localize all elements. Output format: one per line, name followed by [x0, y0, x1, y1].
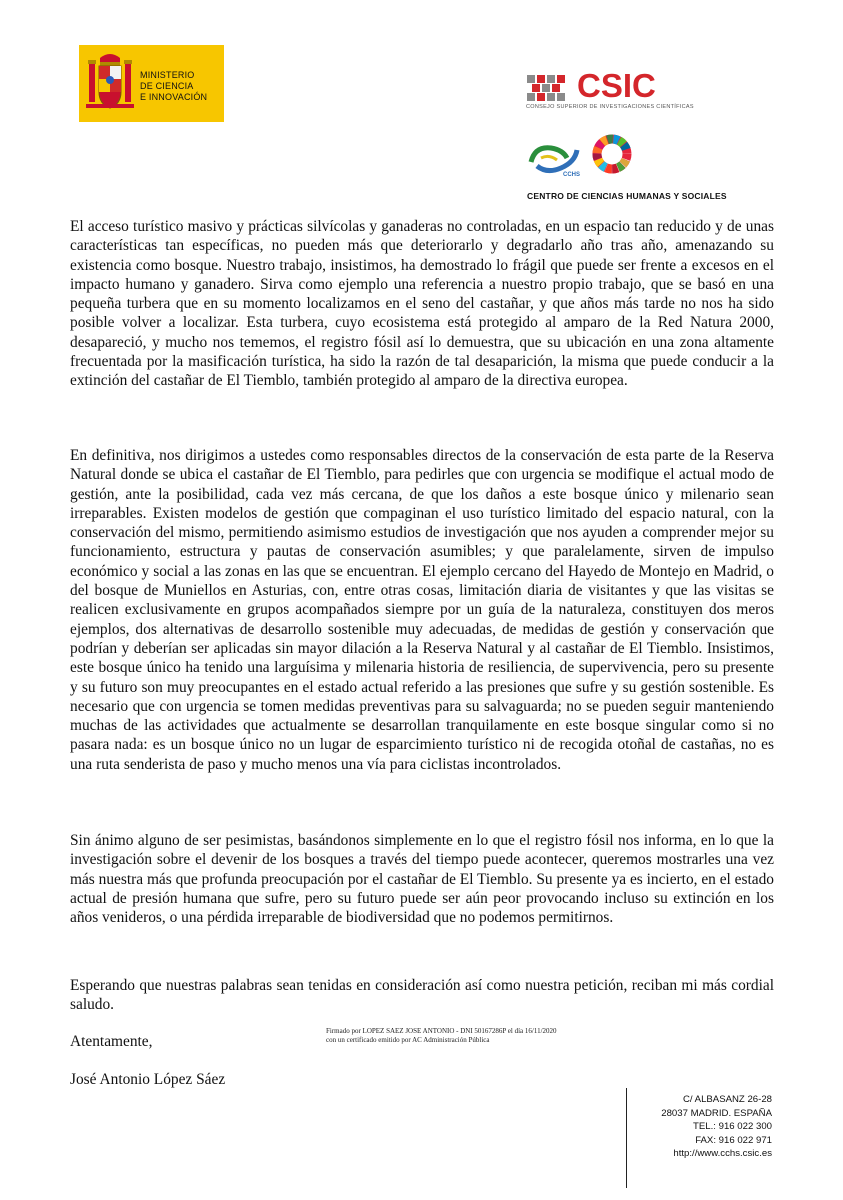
- letter-paragraph: En definitiva, nos dirigimos a ustedes como responsables directos de la conservación de esta parte de la Reserva Natural donde se ubica el castañar de El Tiemblo, para pedirles que con urgencia se modifique el actual modo de gestión, ante la posibilidad, cada vez más cercana, de que los daños a este bosque único y milenario sean irreparables. Existen modelos de gestión que compaginan el uso turístico limitado del espacio natural, con la conservación del mismo, permitiendo asimismo estudios de investigación que nos ayuden a comprender mejor su funcionamiento, estructura y pautas de conservación asumibles; y que paralelamente, sirven de impulso económico y social a las zonas en las que se encuentran. El ejemplo cercano del Hayedo de Montejo en Madrid, o del bosque de Muniellos en Asturias, con, entre otras cosas, limitación diaria de visitantes y que las visitas se realicen exclusivamente en grupos acompañados siempre por un guía de la naturaleza, constituyen dos meros ejemplos, dos alternativas de desarrollo sostenible muy adecuadas, de medidas de gestión y conservación que podrían y deberían ser aplicadas sin mayor dilación a la Reserva Natural y al castañar de El Tiemblo. Insistimos, este bosque único ha tenido una larguísima y milenaria historia de resiliencia, de supervivencia, pero su presente y su futuro son muy preocupantes en el estado actual referido a las presiones que sufre y su gestión sostenible. Es necesario que con urgencia se tomen medidas preventivas para su salvaguarda; no se pueden seguir manteniendo muchas de las actividades que actualmente se desarrollan tranquilamente en este bosque singular como si no pasara nada: es un bosque único no un lugar de esparcimiento turístico ni de recogida otoñal de castañas, no es una ruta senderista de paso y mucho menos una vía para ciclistas incontrolados.: [70, 447, 774, 773]
- csic-name: CSIC: [577, 67, 656, 104]
- ministerio-line-1: MINISTERIO: [140, 70, 195, 80]
- signature-line-1: Firmado por LOPEZ SAEZ JOSE ANTONIO - DNI 50167286P el día 16/11/2020: [326, 1027, 557, 1035]
- spain-coat-of-arms-icon: [86, 52, 134, 116]
- letter-paragraph: El acceso turístico masivo y prácticas silvícolas y ganaderas no controladas, en un espacio tan reducido y de unas características tan específicas, no pueden más que deteriorarlo y degradarlo año tras año, amenazando su existencia como bosque. Nuestro trabajo, insistimos, ha demostrado lo frágil que puede ser frente a excesos en el impacto humano y ganadero. Sirva como ejemplo una referencia a nuestro propio trabajo, que se basó en una pequeña turbera que en su momento localizamos en el seno del castañar, y que años más tarde no nos ha sido posible volver a localizar. Esta turbera, cuyo ecosistema está protegido al amparo de la Red Natura 2000, desapareció, y mucho nos tememos, el registro fósil así lo demuestra, que su ubicación en una zona altamente frecuentada por la masificación turística, ha sido la razón de tal desaparición, la misma que puede conducir a la extinción del castañar de El Tiemblo, también protegido al amparo de la directiva europea.: [70, 218, 774, 390]
- centro-name: CENTRO DE CIENCIAS HUMANAS Y SOCIALES: [527, 191, 727, 201]
- csic-logo-icon: [527, 73, 573, 103]
- address-city: 28037 MADRID. ESPAÑA: [661, 1107, 772, 1119]
- ministerio-name: [140, 70, 207, 103]
- signer-name: José Antonio López Sáez: [70, 1071, 226, 1088]
- cchs-label: CCHS: [563, 172, 581, 178]
- ministerio-line-3: E INNOVACIÓN: [140, 92, 208, 102]
- address-phone: TEL.: 916 022 300: [693, 1121, 772, 1132]
- address-street: C/ ALBASANZ 26-28: [682, 1094, 772, 1105]
- footer-address: [630, 1093, 772, 1161]
- csic-subtitle: CONSEJO SUPERIOR DE INVESTIGACIONES CIENTÍFICAS: [526, 104, 694, 110]
- cchs-logo-icon: [527, 138, 583, 178]
- ministerio-line-2: DE CIENCIA: [140, 81, 194, 91]
- address-website[interactable]: http://www.cchs.csic.es: [673, 1148, 772, 1159]
- footer-divider: [626, 1088, 627, 1188]
- signature-line-2: con un certificado emitido por AC Administración Pública: [326, 1035, 490, 1044]
- letter-paragraph: Esperando que nuestras palabras sean tenidas en consideración así como nuestra petición, reciban mi más cordial saludo.: [70, 977, 774, 1014]
- closing: Atentamente,: [70, 1033, 153, 1050]
- letter-paragraph: Sin ánimo alguno de ser pesimistas, basándonos simplemente en lo que el registro fósil nos informa, en lo que la investigación sobre el devenir de los bosques a través del tiempo puede acontecer, queremos mostrarles una vez más nuestra más que profunda preocupación por el castañar de El Tiemblo. Su presente ya es incierto, en el estado actual de presión humana que sufre, pero su futuro puede ser aún peor provocando incluso su extinción en los años venideros, o una pérdida irreparable de biodiversidad que no podemos permitirnos.: [70, 832, 774, 927]
- sdg-wheel-icon: [592, 134, 632, 174]
- address-fax: FAX: 916 022 971: [695, 1134, 772, 1146]
- digital-signature: [326, 1027, 626, 1044]
